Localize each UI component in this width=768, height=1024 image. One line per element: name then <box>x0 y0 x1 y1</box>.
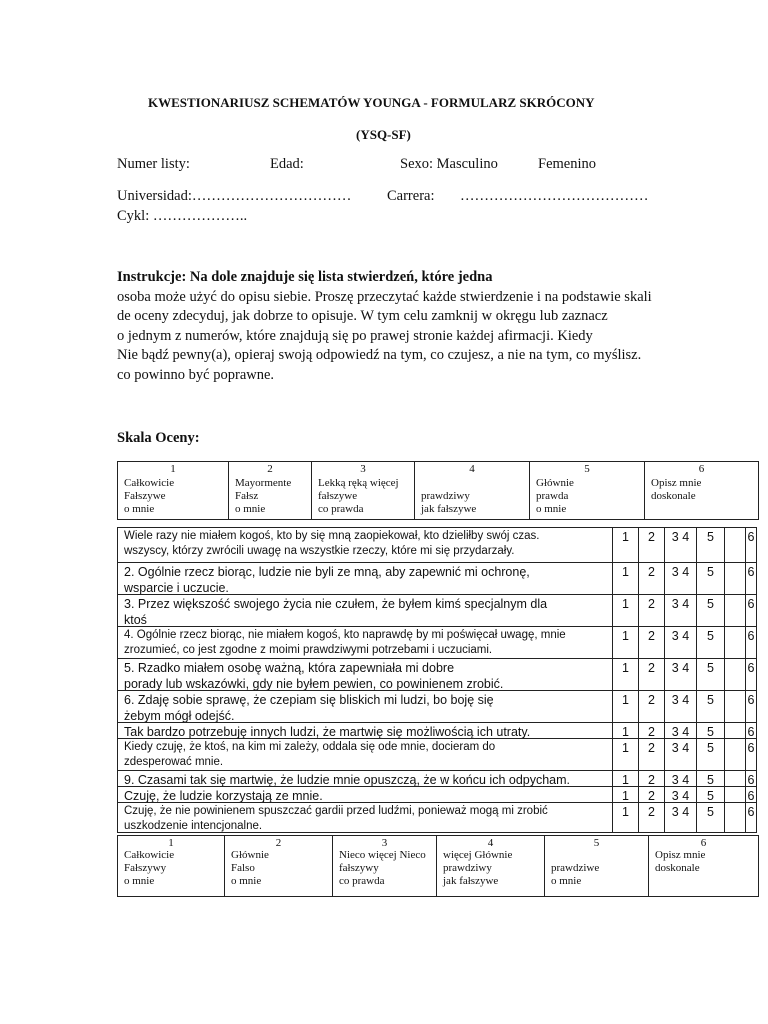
answer-option[interactable]: 5 <box>696 771 724 786</box>
scale-top-option-number: 2 <box>267 463 273 475</box>
answer-option[interactable] <box>724 659 745 690</box>
item-statement <box>124 692 608 724</box>
answer-option[interactable]: 2 <box>638 739 664 770</box>
scale-bottom-option-1 <box>118 836 224 896</box>
instructions-line: co powinno być poprawne. <box>117 366 275 383</box>
answer-option[interactable]: 6 <box>745 771 756 786</box>
field-sexo: Sexo: Masculino <box>400 156 498 172</box>
scale-top-option-label: Lekką ręką więcej <box>318 477 399 489</box>
scale-top-option-label: Głównie <box>536 477 574 489</box>
rating-scale-bottom <box>117 835 759 897</box>
answer-option[interactable]: 2 <box>638 803 664 832</box>
answer-option[interactable]: 1 <box>612 739 638 770</box>
answer-option[interactable]: 2 <box>638 659 664 690</box>
scale-top-option-label: doskonale <box>651 490 696 502</box>
scale-bottom-option-label: Całkowicie <box>124 849 175 861</box>
scale-top-option-label: jak fałszywe <box>421 503 477 515</box>
item-statement <box>124 596 608 628</box>
answer-option[interactable]: 5 <box>696 627 724 658</box>
answer-option[interactable]: 6 <box>745 595 756 626</box>
item-statement <box>124 740 608 770</box>
scale-top-option-label: co prawda <box>318 503 364 515</box>
answer-option[interactable]: 1 <box>612 691 638 722</box>
scale-top-option-label: Całkowicie <box>124 477 175 489</box>
answer-option[interactable]: 3 4 <box>664 691 696 722</box>
answer-option[interactable]: 6 <box>745 803 756 832</box>
instructions-line: osoba może użyć do opisu siebie. Proszę przeczytać każde stwierdzenie i na podstawie skali <box>117 288 652 305</box>
field-femenino: Femenino <box>538 156 596 172</box>
scale-top-option-number: 3 <box>360 463 366 475</box>
items-table <box>117 527 757 833</box>
scale-top-option-5 <box>529 462 644 519</box>
scale-top-option-label: fałszywe <box>318 490 358 502</box>
field-cykl: Cykl: ……………….. <box>117 208 248 224</box>
scale-bottom-option-label: co prawda <box>339 875 385 887</box>
item-statement-line: Kiedy czuję, że ktoś, na kim mi zależy, oddala się ode mnie, docieram do <box>124 741 496 753</box>
scale-bottom-option-number: 3 <box>381 837 388 849</box>
scale-bottom-option-label: o mnie <box>124 875 155 887</box>
scale-bottom-option-5 <box>544 836 648 896</box>
scale-bottom-option-label: fałszywy <box>339 862 379 874</box>
item-statement-line: 6. Zdaję sobie sprawę, że czepiam się bliskich mi ludzi, bo boję się <box>124 693 494 707</box>
answer-option[interactable]: 3 4 <box>664 803 696 832</box>
document-subtitle: (YSQ-SF) <box>356 127 411 142</box>
answer-option[interactable] <box>724 739 745 770</box>
answer-option[interactable]: 5 <box>696 691 724 722</box>
scale-top-option-label: o mnie <box>124 503 155 515</box>
scale-top-option-label: o mnie <box>235 503 266 515</box>
answer-option[interactable]: 3 4 <box>664 739 696 770</box>
answer-option[interactable]: 3 4 <box>664 787 696 802</box>
answer-option[interactable] <box>724 528 745 562</box>
instructions-line: de oceny zdecyduj, jak dobrze to opisuje. W tym celu zamknij w okręgu lub zaznacz <box>117 308 608 325</box>
rating-scale-top <box>117 461 759 520</box>
answer-option[interactable]: 6 <box>745 691 756 722</box>
scale-bottom-option-label: Falso <box>231 862 255 874</box>
answer-option[interactable] <box>724 723 745 738</box>
item-statement-line: 5. Rzadko miałem osobę ważną, która zapewniała mi dobre <box>124 661 455 675</box>
scale-bottom-option-3 <box>332 836 436 896</box>
scale-top-option-6 <box>644 462 758 519</box>
answer-option[interactable]: 2 <box>638 595 664 626</box>
item-statement-line: Wiele razy nie miałem kogoś, kto by się mną zaopiekował, kto dzieliłby swój czas. <box>124 530 540 542</box>
answer-option[interactable]: 5 <box>696 803 724 832</box>
answer-option[interactable] <box>724 563 745 594</box>
answer-option[interactable]: 3 4 <box>664 595 696 626</box>
item-statement <box>124 529 608 559</box>
scale-bottom-option-label: doskonale <box>655 862 700 874</box>
answer-option[interactable] <box>724 627 745 658</box>
scale-bottom-option-label: Opisz mnie <box>655 849 706 861</box>
answer-option[interactable]: 2 <box>638 563 664 594</box>
scale-top-option-label: o mnie <box>536 503 567 515</box>
instructions <box>117 268 697 386</box>
item-statement-line: Czuję, że nie powinienem spuszczać gardii przed ludźmi, ponieważ mogą mi zrobić <box>124 805 548 817</box>
scale-top-option-2 <box>228 462 311 519</box>
answer-option[interactable] <box>724 691 745 722</box>
scale-top-option-number: 5 <box>584 463 590 475</box>
answer-option[interactable]: 2 <box>638 691 664 722</box>
answer-option[interactable]: 1 <box>612 528 638 562</box>
scale-top-option-4 <box>414 462 529 519</box>
answer-option[interactable]: 3 4 <box>664 659 696 690</box>
scale-bottom-option-label: jak fałszywe <box>443 875 499 887</box>
scale-top-option-label: Fałszywe <box>124 490 166 502</box>
answer-option[interactable]: 5 <box>696 528 724 562</box>
item-row <box>118 626 756 658</box>
scale-bottom-option-label: więcej Głównie <box>443 849 513 861</box>
scale-top-option-number: 6 <box>698 463 705 475</box>
item-row <box>118 770 756 786</box>
scale-top-option-1 <box>118 462 228 519</box>
item-statement <box>124 564 608 596</box>
scale-bottom-option-label: prawdziwe <box>551 862 600 874</box>
answer-option[interactable]: 6 <box>745 659 756 690</box>
scale-bottom-option-label: Nieco więcej Nieco <box>339 849 426 861</box>
item-row <box>118 690 756 722</box>
scale-bottom-option-label: o mnie <box>551 875 582 887</box>
answer-option[interactable]: 1 <box>612 803 638 832</box>
scale-bottom-option-6 <box>648 836 758 896</box>
answer-option[interactable]: 6 <box>745 723 756 738</box>
answer-option[interactable]: 3 4 <box>664 563 696 594</box>
answer-option[interactable]: 5 <box>696 595 724 626</box>
scale-bottom-option-number: 2 <box>275 837 282 849</box>
scale-top-option-label: Mayormente <box>235 477 292 489</box>
answer-option[interactable]: 1 <box>612 787 638 802</box>
answer-option[interactable]: 5 <box>696 723 724 738</box>
answer-option[interactable] <box>724 595 745 626</box>
scale-top-option-label: prawda <box>536 490 569 502</box>
scale-top-option-label: prawdziwy <box>421 490 470 502</box>
scale-bottom-option-number: 6 <box>700 837 707 849</box>
item-row <box>118 562 756 594</box>
scale-bottom-option-label: Głównie <box>231 849 269 861</box>
scale-top-option-label: Opisz mnie <box>651 477 702 489</box>
item-statement-line: Tak bardzo potrzebuję innych ludzi, że martwię się możliwością ich utraty. <box>124 725 531 739</box>
item-row <box>118 722 756 738</box>
item-statement <box>124 804 608 834</box>
instructions-line: o jednym z numerów, które znajdują się po prawej stronie każdej afirmacji. Kiedy <box>117 327 593 344</box>
scale-bottom-option-label: o mnie <box>231 875 262 887</box>
item-statement-line: wsparcie i uczucie. <box>124 581 229 595</box>
item-row <box>118 658 756 690</box>
scale-top-option-number: 4 <box>469 463 475 475</box>
scale-bottom-option-2 <box>224 836 332 896</box>
scale-bottom-option-4 <box>436 836 544 896</box>
answer-option[interactable] <box>724 787 745 802</box>
answer-option[interactable]: 1 <box>612 771 638 786</box>
scale-bottom-option-number: 5 <box>593 837 600 849</box>
item-statement-line: wszyscy, którzy zwrócili uwagę na wszystkie rzeczy, które mi się przydarzały. <box>124 545 515 557</box>
item-statement-line: 3. Przez większość swojego życia nie czułem, że byłem kimś specjalnym dla <box>124 597 548 611</box>
item-statement-line: 4. Ogólnie rzecz biorąc, nie miałem kogoś, kto naprawdę by mi poświęcał uwagę, mnie <box>124 629 566 641</box>
item-statement-line: zdesperować mnie. <box>124 756 224 768</box>
scale-top-option-label: Fałsz <box>235 490 259 502</box>
scale-label: Skala Oceny: <box>117 430 200 446</box>
field-carrera-dots: ………………………………… <box>460 188 649 204</box>
instructions-line: Nie bądź pewny(a), opieraj swoją odpowiedź na tym, co czujesz, a nie na tym, co myślisz. <box>117 347 642 364</box>
item-statement-line: porady lub wskazówki, gdy nie byłem pewien, co powinienem zrobić. <box>124 677 504 691</box>
scale-top-option-number: 1 <box>170 463 176 475</box>
item-statement-line: zrozumieć, co jest zgodne z moimi prawdziwymi potrzebami i uczuciami. <box>124 644 493 656</box>
answer-option[interactable]: 1 <box>612 723 638 738</box>
field-universidad: Universidad:…………………………… <box>117 188 352 204</box>
field-numer-listy: Numer listy: <box>117 156 190 172</box>
item-statement-line: Czuję, że ludzie korzystają ze mnie. <box>124 789 323 803</box>
answer-option[interactable]: 2 <box>638 787 664 802</box>
answer-option[interactable]: 3 4 <box>664 627 696 658</box>
answer-option[interactable]: 6 <box>745 528 756 562</box>
answer-option[interactable]: 2 <box>638 771 664 786</box>
scale-bottom-option-number: 4 <box>487 837 494 849</box>
item-statement-line: 2. Ogólnie rzecz biorąc, ludzie nie byli ze mną, aby zapewnić mi ochronę, <box>124 565 530 579</box>
item-statement-line: ktoś <box>124 613 147 627</box>
answer-option[interactable]: 2 <box>638 528 664 562</box>
answer-option[interactable]: 5 <box>696 739 724 770</box>
field-carrera: Carrera: <box>387 188 435 204</box>
answer-option[interactable]: 2 <box>638 627 664 658</box>
answer-option[interactable]: 2 <box>638 723 664 738</box>
item-row <box>118 738 756 770</box>
answer-option[interactable]: 6 <box>745 787 756 802</box>
answer-option[interactable]: 5 <box>696 563 724 594</box>
item-row <box>118 802 756 832</box>
item-statement-line: żebym mógł odejść. <box>124 709 235 723</box>
item-statement-line: 9. Czasami tak się martwię, że ludzie mnie opuszczą, że w końcu ich odpycham. <box>124 773 571 787</box>
scale-top-option-3 <box>311 462 414 519</box>
item-statement <box>124 628 608 658</box>
item-statement-line: uszkodzenie intencjonalne. <box>124 820 263 832</box>
answer-option[interactable]: 6 <box>745 627 756 658</box>
scale-bottom-option-label: Fałszywy <box>124 862 167 874</box>
answer-option[interactable] <box>724 803 745 832</box>
document-title: KWESTIONARIUSZ SCHEMATÓW YOUNGA - FORMULARZ SKRÓCONY <box>148 95 595 110</box>
answer-option[interactable]: 3 4 <box>664 771 696 786</box>
instructions-heading: Instrukcje: Na dole znajduje się lista stwierdzeń, które jedna <box>117 269 493 285</box>
item-row <box>118 528 756 562</box>
answer-option[interactable]: 3 4 <box>664 723 696 738</box>
item-statement <box>124 660 608 692</box>
answer-option[interactable]: 1 <box>612 659 638 690</box>
scale-bottom-option-number: 1 <box>168 837 174 849</box>
answer-option[interactable]: 6 <box>745 563 756 594</box>
scale-bottom-option-label: prawdziwy <box>443 862 492 874</box>
item-row <box>118 786 756 802</box>
answer-option[interactable]: 5 <box>696 787 724 802</box>
answer-option[interactable]: 5 <box>696 659 724 690</box>
item-row <box>118 594 756 626</box>
answer-option[interactable]: 6 <box>745 739 756 770</box>
field-edad: Edad: <box>270 156 304 172</box>
answer-option[interactable] <box>724 771 745 786</box>
answer-option[interactable]: 1 <box>612 563 638 594</box>
answer-option[interactable]: 3 4 <box>664 528 696 562</box>
answer-option[interactable]: 1 <box>612 595 638 626</box>
answer-option[interactable]: 1 <box>612 627 638 658</box>
